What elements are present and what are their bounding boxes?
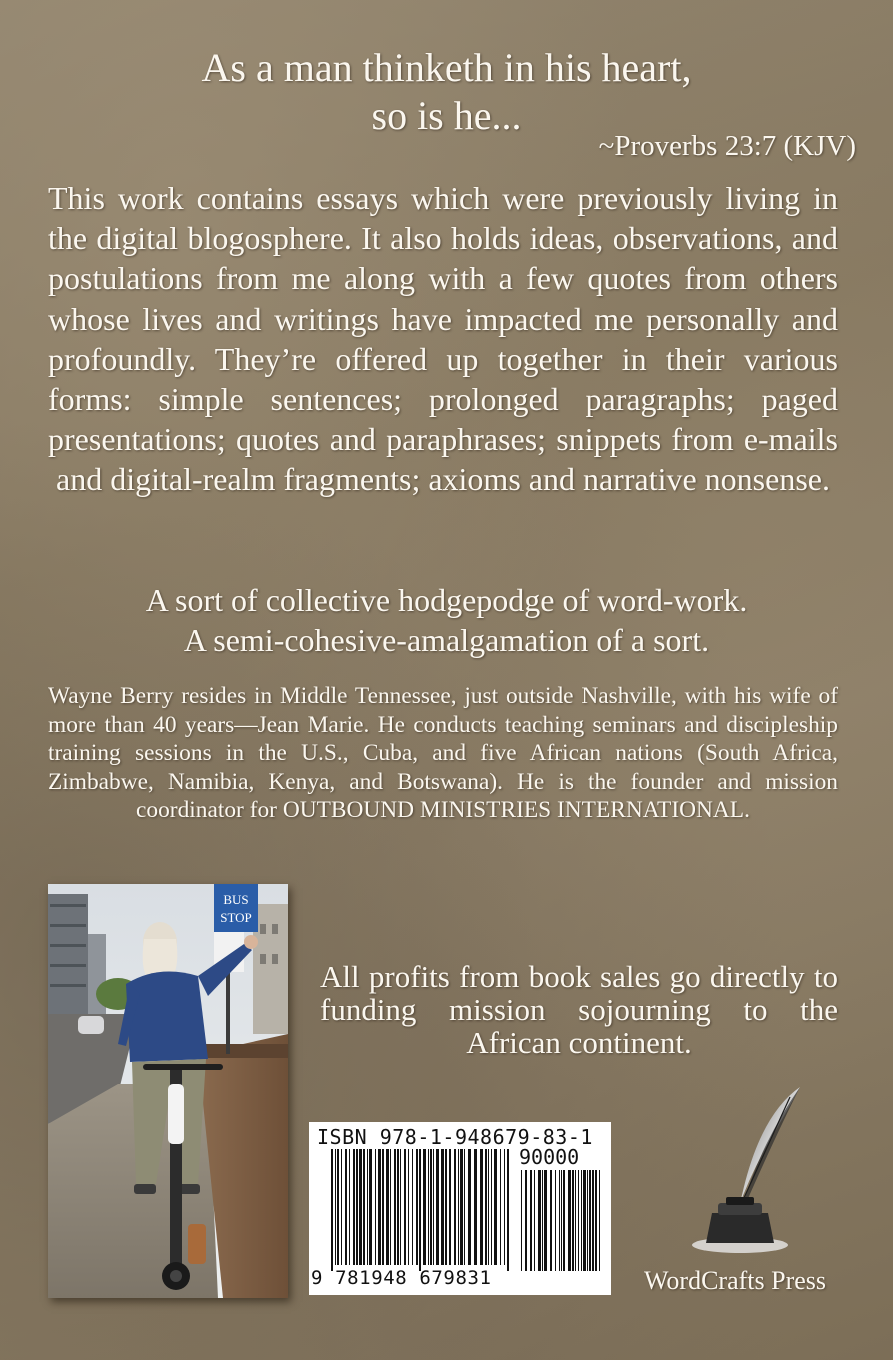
author-bio: Wayne Berry resides in Middle Tennessee, just outside Nashville, with his wife of more than 40 years—Jean Marie. He conducts teaching seminars and discipleship training sessions in the U.S., Cuba, and five African nations (South Africa, Zimbabwe, Namibia, Kenya, and Botswana). He is the founder and mission coordinator for OUTBOUND MINISTRIES INTERNATIONAL. (48, 683, 838, 823)
barcode-bar (521, 1170, 522, 1271)
barcode-bar (441, 1149, 444, 1265)
barcode-bar (375, 1149, 376, 1265)
barcode-bar (436, 1149, 439, 1265)
barcode-bar (400, 1149, 401, 1265)
barcode-bar (583, 1170, 586, 1271)
barcode-bar (491, 1149, 492, 1265)
barcode-bar (534, 1170, 535, 1271)
barcode-bar (500, 1149, 501, 1265)
barcode-bar (480, 1149, 483, 1265)
barcode-bar (589, 1170, 591, 1271)
tagline-line-2: A semi-cohesive-amalgamation of a sort. (183, 622, 710, 658)
barcode-bar (555, 1170, 556, 1271)
barcode-bar (337, 1149, 339, 1265)
barcode-bar (458, 1149, 459, 1265)
barcode-bar (412, 1149, 413, 1265)
barcode-bar (430, 1149, 432, 1265)
barcode-bar (386, 1149, 389, 1265)
barcode-bar (363, 1149, 365, 1265)
price-code: 90000 (519, 1145, 580, 1169)
barcode-bar (530, 1170, 532, 1271)
barcode-bar (542, 1170, 543, 1271)
barcode-bar (419, 1149, 421, 1271)
barcode-bar (572, 1170, 574, 1271)
profits-statement: All profits from book sales go directly to funding mission sojourning to the African continent. (320, 959, 838, 1060)
barcode-bar (416, 1149, 418, 1265)
barcode-bar (397, 1149, 399, 1265)
barcode-bar (599, 1170, 600, 1271)
barcode-bar (575, 1170, 576, 1271)
barcode-bar (390, 1149, 391, 1265)
barcode-bar (488, 1149, 489, 1265)
barcode-bar (408, 1149, 409, 1265)
isbn-label: ISBN 978-1-948679-83-1 (317, 1125, 593, 1149)
author-photo-illustration (48, 884, 288, 1298)
tagline-line-1: A sort of collective hodgepodge of word-work. (145, 582, 748, 618)
barcode-bar (449, 1149, 451, 1265)
epigraph-line-2: so is he... (371, 93, 522, 138)
epigraph-line-1: As a man thinketh in his heart, (201, 45, 692, 90)
publisher-name: WordCrafts Press (643, 1266, 827, 1295)
barcode-bar (341, 1149, 342, 1265)
epigraph-attribution: ~Proverbs 23:7 (KJV) (598, 130, 856, 162)
barcode-bar (369, 1149, 372, 1265)
barcode-bar (454, 1149, 456, 1265)
barcode-bar (433, 1149, 434, 1265)
barcode-bar (559, 1170, 560, 1271)
barcode-bar (428, 1149, 429, 1265)
barcode-bar (504, 1149, 505, 1265)
barcode-bar (595, 1170, 597, 1271)
barcode-bar (592, 1170, 594, 1271)
isbn-digits: 9 781948 679831 (311, 1267, 492, 1289)
barcode-bar (353, 1149, 355, 1265)
barcode-bar (561, 1170, 562, 1271)
barcode-bar (382, 1149, 384, 1265)
barcode-bar (587, 1170, 588, 1271)
barcode-bar (468, 1149, 471, 1265)
barcode-bar (538, 1170, 541, 1271)
intro-paragraph: This work contains essays which were previously living in the digital blogosphere. It also holds ideas, observations, and postulations from me along with a few quotes from others whose lives and writings have impacted me personally and profoundly. They’re offered up together in their various forms: simple sentences; prolonged paragraphs; paged presentations; quotes and paraphrases; snippets from e-mails and digital-realm fragments; axioms and narrative nonsense. (48, 180, 838, 498)
barcode-bar (378, 1149, 381, 1265)
barcode-bar (544, 1170, 547, 1271)
barcode-bar (460, 1149, 463, 1265)
barcode-bar (474, 1149, 477, 1265)
barcode-bar (550, 1170, 552, 1271)
barcode-bar (581, 1170, 582, 1271)
barcode-bar (356, 1149, 358, 1265)
barcode-bar (494, 1149, 497, 1265)
barcode-bar (335, 1149, 336, 1265)
isbn-barcode (309, 1122, 611, 1295)
barcode-bar (423, 1149, 426, 1265)
barcode-bar (359, 1149, 362, 1265)
author-photo (48, 884, 288, 1298)
barcode-bar (464, 1149, 465, 1265)
barcode-bar (331, 1149, 333, 1271)
barcode-bar (568, 1170, 571, 1271)
barcode-bar (345, 1149, 347, 1265)
barcode-bar (578, 1170, 579, 1271)
bus-stop-sign-line-1: BUS (223, 892, 249, 907)
tagline (0, 580, 893, 660)
barcode-bar (507, 1149, 509, 1271)
bus-stop-sign-line-2: STOP (220, 910, 252, 925)
barcode-bar (563, 1170, 565, 1271)
barcode-bar (485, 1149, 487, 1265)
barcode-bar (349, 1149, 350, 1265)
quill-inkwell-icon (690, 1085, 805, 1255)
barcode-bar (404, 1149, 406, 1265)
barcode-bar (367, 1149, 368, 1265)
barcode-bar (445, 1149, 447, 1265)
barcode-bar (394, 1149, 396, 1265)
barcode-bar (525, 1170, 527, 1271)
